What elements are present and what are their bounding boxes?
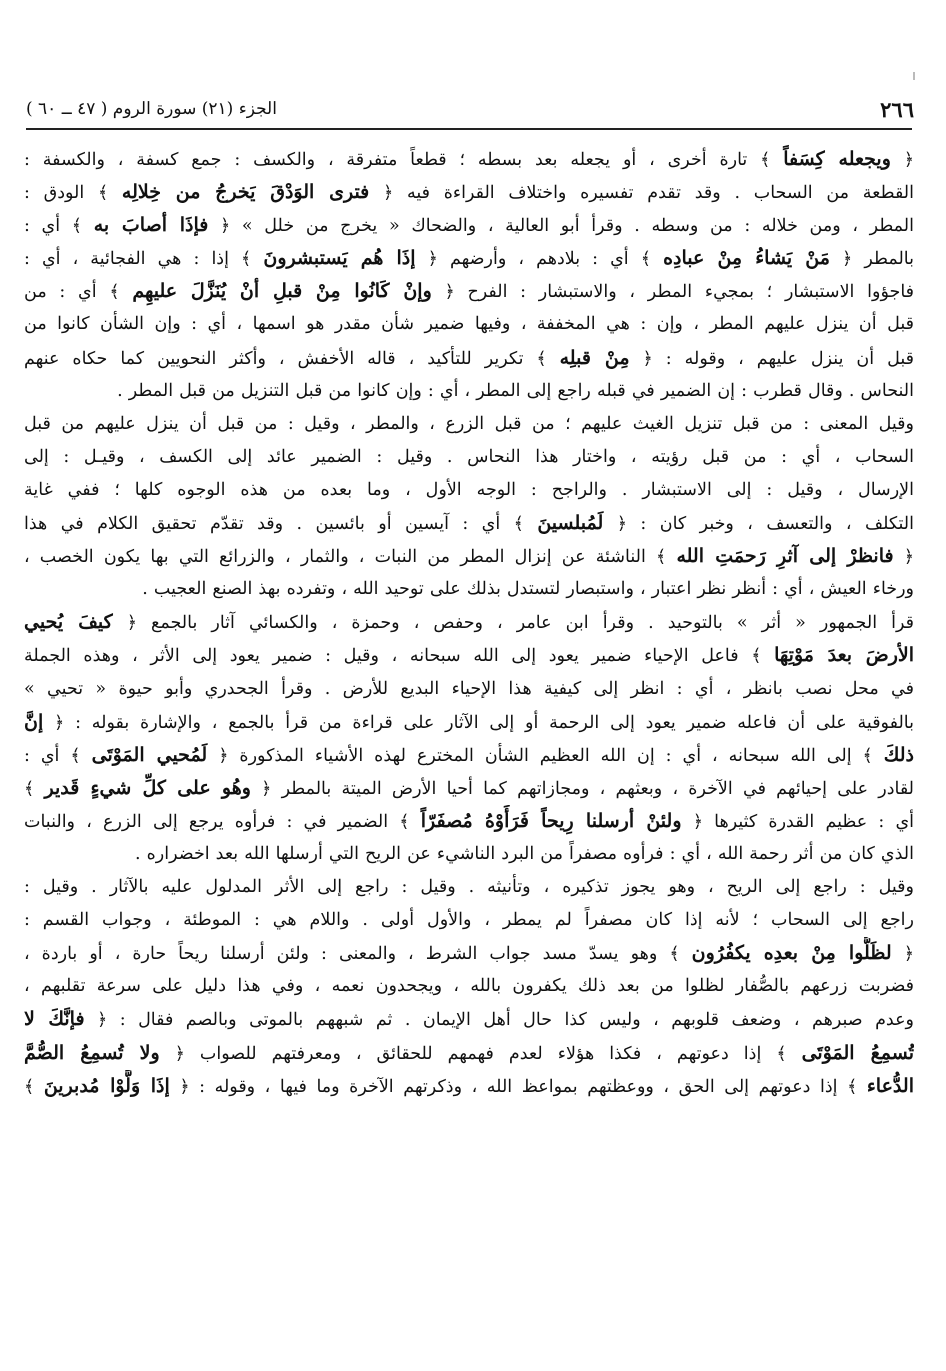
quran-quote: إذَا وَلَّوْا مُدبرينَ (43, 1074, 170, 1097)
line-segment: في محل نصب بانظر ، أي : انظر إلى كيفية هذا الإحياء البديع للأرض . وقرأ الجحدري وأبو حيوة « تحيي » (24, 678, 914, 699)
quran-quote: وإنْ كَانُوا مِنْ قبلِ أنْ يُنَزَّلَ عليهِم (132, 280, 432, 303)
line-segment: ورخاء العيش ، أي : أنظر نظر اعتبار ، واستبصار لتستدل بذلك على توحيد الله ، وتفرده بهذ الصنع العجيب . (142, 579, 914, 600)
line-segment: أي : عظيم القدرة كثيرها ﴿ (681, 811, 914, 832)
line-segment: وعدم صبرهم ، وضعف قلوبهم ، وليس كذا حال أهل الإيمان . ثم شبههم بالموتى وبالصم فقال : ﴿ (84, 1010, 914, 1031)
line-segment: ﴾ أي : من (24, 282, 133, 303)
line-segment: ﴾ فاعل الإحياء ضمير يعود إلى الله سبحانه ، وقيل : ضمير يعود إلى الأثر ، وهذه الجملة (24, 646, 775, 667)
text-line (24, 143, 914, 176)
text-line (24, 375, 914, 408)
line-segment: ﴾ إذا دعوتهم إلى الحق ، ووعظتهم بمواعظ الله ، وذكرتهم الآخرة وما فيها ، وقوله : ﴿ (169, 1076, 867, 1097)
page-header (26, 92, 914, 126)
text-line (24, 474, 914, 507)
line-segment: ﴿ (891, 944, 914, 965)
text-line (24, 441, 914, 474)
line-segment: ﴾ أي : آيسين أو بائسين . وقد تقدّم تحقيق الكلام في هذا (24, 514, 538, 535)
quran-quote: ولئنْ أرسلنا رِيحاً فَرَأَوْهُ مُصفَرّاً (420, 809, 682, 832)
text-line (24, 308, 914, 341)
line-segment: وقيل : راجع إلى الريح ، وهو يجوز تذكيره ، وتأنيثه . وقيل : راجع إلى الأثر المدلول عليه بالآثار . وقيل : (24, 877, 914, 898)
quran-quote: فانظرْ إلى آثرِ رَحمَتِ الله (676, 545, 894, 568)
line-segment: ﴾ الضمير في : فرأوه يرجع إلى الزرع ، والنبات (24, 811, 421, 832)
line-segment: ﴾ تارة أخرى ، أو يجعله بعد بسطه ؛ قطعاً متفرقة ، والكسف : جمع كسفة ، والكسفة : (24, 150, 784, 170)
quran-quote: تُسمِعُ المَوْتَى (801, 1041, 914, 1064)
text-line (24, 639, 914, 672)
text-line (24, 1037, 914, 1070)
line-segment: بالمطر ﴿ (829, 249, 914, 270)
line-segment: قبل أن ينزل عليهم المطر ، وإن : هي المخففة ، وفيها ضمير شأن مقدر هو اسمها ، أي : وإن الشأن كانوا من (24, 314, 914, 335)
text-line (24, 209, 914, 242)
line-segment: ﴾ أي : (24, 745, 92, 766)
line-segment: راجع إلى السحاب ؛ لأنه إذا كان مصفراً لم يمطر ، والأول أولى . واللام هي : الموطئة ، وجواب القسم : (24, 910, 914, 931)
page-number: ٢٦٦ (880, 96, 914, 122)
scan-mark (913, 72, 915, 80)
line-segment: فاجؤوا الاستبشار ؛ بمجيء المطر ، والاستبشار : الفرح ﴿ (431, 282, 914, 303)
line-segment: ﴾ إلى الله سبحانه ، أي : إن الله العظيم الشأن المخترع لهذه الأشياء المذكورة ﴿ (207, 745, 884, 766)
line-segment: ﴾ إذا دعوتهم ، فكذا هؤلاء لعدم فهمهم للحقائق ، ومعرفتهم للصواب ﴿ (159, 1043, 802, 1064)
line-segment: ﴾ أي : (24, 216, 94, 237)
quran-quote: مَنْ يَشاءُ مِنْ عبادِه (663, 247, 830, 270)
text-line (24, 1003, 914, 1036)
line-segment: الذي كان من أثر رحمة الله ، أي : فرأوه مصفراً من البرد الناشيء عن الريح التي أرسلها الله بعد اخضراره . (135, 843, 914, 864)
text-line (24, 739, 914, 772)
header-divider (26, 128, 912, 130)
line-segment: فضربت زرعهم بالصُّفار لظلوا من بعد ذلك يكفرون بالله ، ويجحدون نعمه ، وفي هذا دليل على سرعة تقلبهم ، (24, 976, 914, 997)
text-line (24, 805, 914, 838)
line-segment: ﴾ (24, 1076, 44, 1097)
text-line (24, 673, 914, 706)
text-line (24, 408, 914, 441)
text-line (24, 573, 914, 606)
quran-quote: الأرضَ بعدَ مَوْتِهَا (774, 644, 914, 667)
text-line (24, 706, 914, 739)
text-line (24, 275, 914, 308)
quran-quote: ويجعله كِسَفاً (783, 148, 891, 170)
line-segment: قرأ الجمهور « أثر » بالتوحيد . وقرأ ابن عامر ، وحفص ، وحمزة ، والكسائي آثار بالجمع ﴿ (112, 613, 914, 634)
line-segment: ﴾ إذا : هي الفجائية ، أي : (24, 249, 264, 270)
text-line (24, 606, 914, 639)
line-segment: ﴾ وهو يسدّ مسد جواب الشرط ، والمعنى : ولئن أرسلنا ريحاً حارة ، أو باردة ، (24, 944, 692, 965)
running-title: الجزء (٢١) سورة الروم ( ٤٧ ــ ٦٠ ) (26, 99, 277, 119)
line-segment: التكلف ، والتعسف ، وخبر كان : ﴿ (603, 514, 914, 535)
text-line (24, 937, 914, 970)
text-line (24, 904, 914, 937)
line-segment: السحاب ، أي : من قبل رؤيته ، واختار هذا النحاس . وقيل : الضمير عائد إلى الكسف ، وقيـل : إلى (24, 446, 914, 467)
line-segment: قبل أن ينزل عليهم ، وقوله : ﴿ (629, 348, 914, 369)
quran-quote: ولا تُسمِعُ الصُّمَّ (24, 1041, 160, 1064)
quran-quote: فترى الوَدْقَ يَخرجُ من خِلالِه (121, 181, 370, 204)
commentary-text (24, 143, 914, 1103)
text-line (24, 871, 914, 904)
quran-quote: لَمُحيي المَوْتَى (91, 743, 208, 766)
text-line (24, 970, 914, 1003)
line-segment: لقادر على إحيائهم في الآخرة ، وبعثهم ، ومجازاتهم كما أحيا الأرض الميتة بالمطر ﴿ (250, 778, 914, 799)
quran-quote: لظَلُّوا مِنْ بعدِه يكفُرُون (691, 942, 892, 965)
line-segment: ﴾ الناشئة عن إنزال المطر من النبات ، والثمار ، والزرائع التي بها يكون الخصب ، (24, 547, 677, 568)
quran-quote: فإنَّكَ لا (24, 1008, 85, 1031)
text-line (24, 772, 914, 805)
line-segment: القطعة من السحاب . وقد تقدم تفسيره واختلاف القراءة فيه ﴿ (369, 183, 914, 204)
text-line (24, 838, 914, 871)
quran-quote: الدُّعاء (866, 1074, 914, 1097)
line-segment: النحاس . وقال قطرب : إن الضمير في قبله راجع إلى المطر ، أي : وإن كانوا من قبل التنزيل من قبل المطر . (117, 380, 914, 401)
quran-quote: إنَّ (24, 710, 44, 733)
quran-quote: كيفَ يُحيي (24, 611, 113, 634)
quran-quote: لَمُبلسينَ (537, 512, 604, 535)
text-line (24, 507, 914, 540)
line-segment: ﴾ تكرير للتأكيد ، قاله الأخفش ، وأكثر النحويين كما حكاه عنهم (24, 348, 560, 369)
text-line (24, 342, 914, 375)
line-segment: ﴾ الودق : (24, 183, 122, 204)
text-line (24, 176, 914, 209)
text-line (24, 540, 914, 573)
line-segment: ﴾ (24, 778, 45, 799)
line-segment: ﴿ (893, 547, 914, 568)
quran-quote: مِنْ قبلِه (559, 346, 630, 369)
quran-quote: فإذَا أصابَ به (93, 214, 209, 237)
line-segment: ﴾ أي : بلادهم ، وأرضهم ﴿ (415, 249, 664, 270)
line-segment: المطر ، ومن خلاله : من وسطه . وقرأ أبو العالية ، والضحاك « يخرج من خلل » ﴿ (208, 216, 914, 237)
text-line (24, 1070, 914, 1103)
quran-quote: وهُو على كلِّ شيءٍ قَدير (44, 776, 251, 799)
line-segment: الإرسال ، وقيل : إلى الاستبشار . والراجح : الوجه الأول ، وما بعده من هذه الوجوه كلها ؛ ففي غاية (24, 479, 914, 500)
line-segment: وقيل المعنى : من قبل تنزيل الغيث عليهم ؛ من قبل الزرع ، والمطر ، وقيل : من قبل أن ينزل عليهم من قبل (24, 413, 914, 434)
quran-quote: إذَا هُم يَستبشرونَ (263, 247, 416, 270)
quran-quote: ذلكَ (883, 743, 914, 766)
text-line (24, 242, 914, 275)
line-segment: بالفوقية على أن فاعله ضمير يعود إلى الرحمة أو إلى الآثار على قراءة من قرأ بالجمع ، والإشارة بقوله : ﴿ (43, 712, 914, 733)
line-segment: ﴿ (890, 150, 914, 170)
